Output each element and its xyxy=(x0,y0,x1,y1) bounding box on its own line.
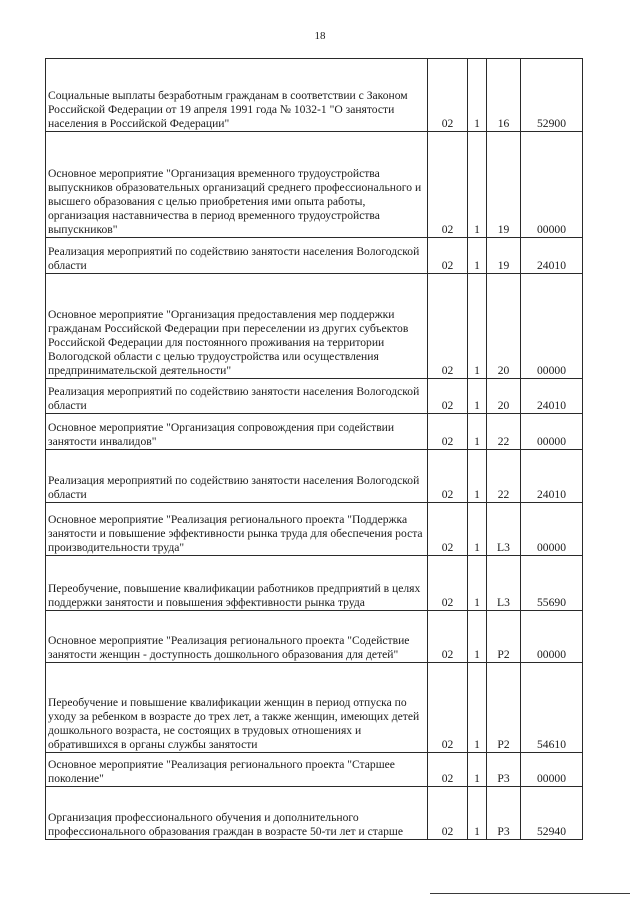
table-row xyxy=(46,59,583,132)
code-program: 02 xyxy=(428,503,468,556)
code-event: L3 xyxy=(487,503,521,556)
code-direction: 24010 xyxy=(521,238,583,274)
code-program: 02 xyxy=(428,274,468,379)
table-row xyxy=(46,414,583,450)
code-program: 02 xyxy=(428,414,468,450)
row-name: Основное мероприятие "Реализация регионального проекта "Содействие занятости женщин - доступность дошкольного образования для детей" xyxy=(46,611,428,663)
code-program: 02 xyxy=(428,132,468,238)
table-row xyxy=(46,753,583,787)
code-program: 02 xyxy=(428,59,468,132)
code-event: 16 xyxy=(487,59,521,132)
table-row xyxy=(46,611,583,663)
code-subprogram: 1 xyxy=(468,238,487,274)
row-name: Основное мероприятие "Организация сопровождения при содействии занятости инвалидов" xyxy=(46,414,428,450)
code-direction: 55690 xyxy=(521,556,583,611)
code-direction: 00000 xyxy=(521,414,583,450)
row-name: Основное мероприятие "Реализация регионального проекта "Поддержка занятости и повышение эффективности рынка труда для обеспечения роста производительности труда" xyxy=(46,503,428,556)
code-subprogram: 1 xyxy=(468,503,487,556)
row-name: Переобучение, повышение квалификации работников предприятий в целях поддержки занятости и повышения эффективности рынка труда xyxy=(46,556,428,611)
row-name: Основное мероприятие "Организация предоставления мер поддержки гражданам Российской Федерации при переселении из других субъектов Российской Федерации для постоянного проживания на территории Вологодской области с целью трудоустройства или осуществления предпринимательской деятельности" xyxy=(46,274,428,379)
code-direction: 52940 xyxy=(521,787,583,840)
code-event: 20 xyxy=(487,379,521,414)
code-event: 20 xyxy=(487,274,521,379)
code-program: 02 xyxy=(428,379,468,414)
row-name: Основное мероприятие "Организация временного трудоустройства выпускников образовательных организаций среднего профессионального и высшего образования с целью приобретения ими опыта работы, организация наставничества в период временного трудоустройства выпускников" xyxy=(46,132,428,238)
code-direction: 54610 xyxy=(521,663,583,753)
row-name: Переобучение и повышение квалификации женщин в период отпуска по уходу за ребенком в возрасте до трех лет, а также женщин, имеющих детей дошкольного возраста, не состоящих в трудовых отношениях и обратившихся в органы службы занятости xyxy=(46,663,428,753)
code-event: P3 xyxy=(487,787,521,840)
code-program: 02 xyxy=(428,787,468,840)
table-row xyxy=(46,787,583,840)
footer-rule xyxy=(430,893,630,894)
code-direction: 00000 xyxy=(521,753,583,787)
table-row xyxy=(46,503,583,556)
row-name: Социальные выплаты безработным гражданам в соответствии с Законом Российской Федерации от 19 апреля 1991 года № 1032-1 "О занятости населения в Российской Федерации" xyxy=(46,59,428,132)
code-event: P2 xyxy=(487,611,521,663)
row-name: Реализация мероприятий по содействию занятости населения Вологодской области xyxy=(46,450,428,503)
table-row xyxy=(46,238,583,274)
code-event: 19 xyxy=(487,238,521,274)
code-program: 02 xyxy=(428,450,468,503)
row-name: Реализация мероприятий по содействию занятости населения Вологодской области xyxy=(46,238,428,274)
code-subprogram: 1 xyxy=(468,450,487,503)
code-subprogram: 1 xyxy=(468,379,487,414)
code-direction: 00000 xyxy=(521,503,583,556)
code-program: 02 xyxy=(428,663,468,753)
code-subprogram: 1 xyxy=(468,59,487,132)
code-direction: 24010 xyxy=(521,450,583,503)
row-name: Реализация мероприятий по содействию занятости населения Вологодской области xyxy=(46,379,428,414)
code-program: 02 xyxy=(428,238,468,274)
code-subprogram: 1 xyxy=(468,787,487,840)
code-direction: 52900 xyxy=(521,59,583,132)
table-row xyxy=(46,379,583,414)
table-row xyxy=(46,556,583,611)
code-event: 22 xyxy=(487,414,521,450)
code-subprogram: 1 xyxy=(468,663,487,753)
code-program: 02 xyxy=(428,556,468,611)
code-subprogram: 1 xyxy=(468,753,487,787)
code-direction: 24010 xyxy=(521,379,583,414)
code-event: P3 xyxy=(487,753,521,787)
row-name: Основное мероприятие "Реализация регионального проекта "Старшее поколение" xyxy=(46,753,428,787)
code-subprogram: 1 xyxy=(468,556,487,611)
code-event: 22 xyxy=(487,450,521,503)
code-subprogram: 1 xyxy=(468,414,487,450)
table-row xyxy=(46,274,583,379)
code-event: 19 xyxy=(487,132,521,238)
code-event: L3 xyxy=(487,556,521,611)
code-subprogram: 1 xyxy=(468,274,487,379)
code-program: 02 xyxy=(428,753,468,787)
page-number: 18 xyxy=(314,30,326,42)
code-subprogram: 1 xyxy=(468,611,487,663)
code-direction: 00000 xyxy=(521,274,583,379)
code-direction: 00000 xyxy=(521,611,583,663)
code-event: P2 xyxy=(487,663,521,753)
code-subprogram: 1 xyxy=(468,132,487,238)
code-direction: 00000 xyxy=(521,132,583,238)
budget-table xyxy=(45,58,583,840)
table-row xyxy=(46,663,583,753)
table-row xyxy=(46,450,583,503)
table-row xyxy=(46,132,583,238)
row-name: Организация профессионального обучения и дополнительного профессионального образования граждан в возрасте 50-ти лет и старше xyxy=(46,787,428,840)
code-program: 02 xyxy=(428,611,468,663)
